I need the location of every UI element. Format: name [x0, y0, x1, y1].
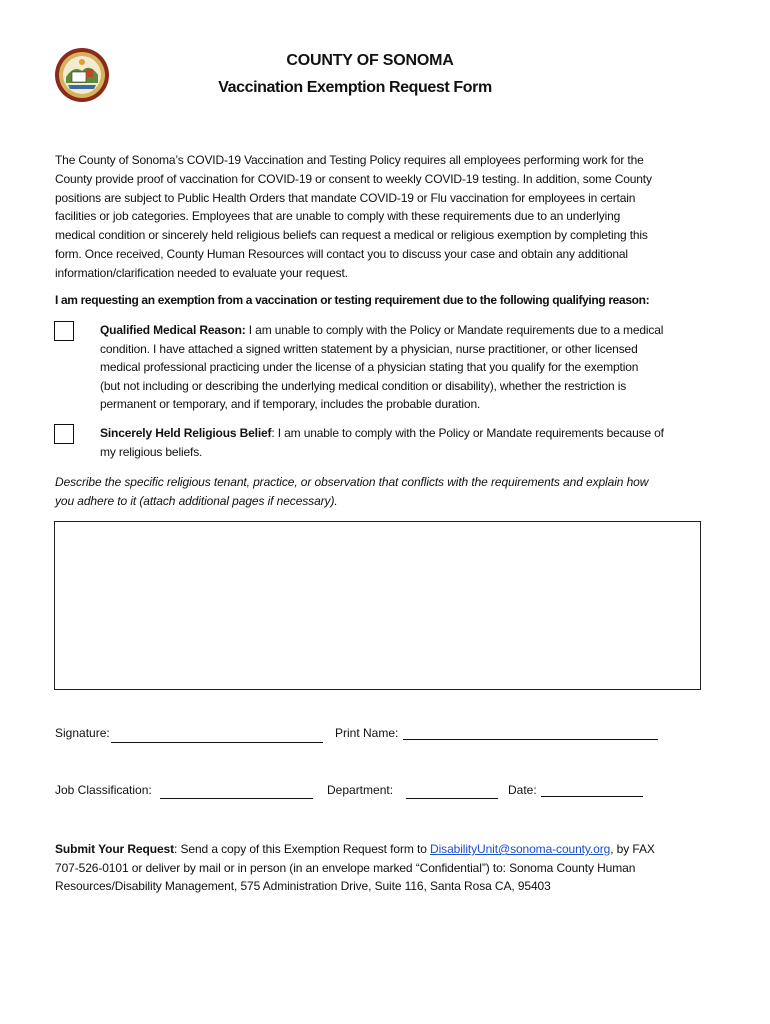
- religious-belief-checkbox[interactable]: [54, 424, 74, 444]
- medical-reason-label: Qualified Medical Reason:: [100, 323, 246, 337]
- describe-line: Describe the specific religious tenant, practice, or observation that conflicts with the requirements and explain how: [55, 475, 649, 489]
- intro-line: information/clarification needed to evaluate your request.: [55, 265, 348, 280]
- intro-line: The County of Sonoma’s COVID-19 Vaccination and Testing Policy requires all employees performing work for the: [55, 153, 644, 167]
- intro-paragraph: [55, 151, 715, 283]
- job-classification-field[interactable]: [160, 798, 313, 799]
- medical-reason-line: permanent or temporary, and if temporary, includes the probable duration.: [100, 397, 481, 412]
- medical-reason-text: [100, 321, 663, 414]
- religious-belief-line: my religious beliefs.: [100, 444, 203, 459]
- signature-field[interactable]: [111, 742, 323, 743]
- signature-label: Signature:: [55, 726, 110, 740]
- medical-reason-line: medical professional practicing under the license of a physician stating that you qualify for the exemption: [100, 360, 639, 375]
- print-name-field[interactable]: [403, 739, 658, 740]
- intro-line: medical condition or sincerely held religious beliefs can request a medical or religious exemption by completing this: [55, 228, 648, 243]
- describe-line: you adhere to it (attach additional pages if necessary).: [55, 494, 338, 508]
- date-label: Date:: [508, 783, 537, 797]
- page-title: COUNTY OF SONOMA: [286, 52, 454, 69]
- department-field[interactable]: [406, 798, 498, 799]
- submit-text: , by FAX: [610, 842, 655, 856]
- medical-reason-line: (but not including or describing the underlying medical condition or disability), whether the restriction is: [100, 378, 627, 393]
- religious-description-textarea[interactable]: [54, 521, 701, 690]
- submit-text: : Send a copy of this Exemption Request form to: [174, 842, 431, 856]
- submit-label: Submit Your Request: [55, 842, 175, 856]
- submit-line: Resources/Disability Management, 575 Administration Drive, Suite 116, Santa Rosa CA, 95403: [55, 879, 551, 894]
- request-heading: I am requesting an exemption from a vaccination or testing requirement due to the following qualifying reason:: [55, 293, 650, 307]
- religious-belief-label: Sincerely Held Religious Belief: [100, 426, 272, 440]
- intro-line: form. Once received, County Human Resources will contact you to discuss your case and obtain any additional: [55, 246, 628, 261]
- medical-reason-checkbox[interactable]: [54, 321, 74, 341]
- email-link[interactable]: DisabilityUnit@sonoma-county.org: [430, 842, 611, 856]
- medical-reason-line: I am unable to comply with the Policy or Mandate requirements due to a medical: [245, 323, 664, 337]
- religious-belief-line: : I am unable to comply with the Policy or Mandate requirements because of: [271, 426, 664, 440]
- department-label: Department:: [327, 783, 394, 797]
- intro-line: positions are subject to Public Health Orders that mandate COVID-19 or Flu vaccination for employees in certain: [55, 190, 636, 205]
- intro-line: facilities or job categories. Employees that are unable to comply with these requirements due to an underlying: [55, 209, 621, 224]
- medical-reason-line: condition. I have attached a signed written statement by a physician, nurse practitioner, or other licensed: [100, 341, 638, 356]
- job-classification-label: Job Classification:: [55, 783, 152, 797]
- religious-belief-text: [100, 424, 664, 461]
- date-field[interactable]: [541, 796, 643, 797]
- describe-instructions: [55, 473, 648, 511]
- submit-instructions: [55, 840, 655, 896]
- submit-line: 707-526-0101 or deliver by mail or in person (in an envelope marked “Confidential”) to: Sonoma County Human: [55, 860, 636, 875]
- print-name-label: Print Name:: [335, 726, 399, 740]
- form-title: Vaccination Exemption Request Form: [218, 79, 492, 96]
- intro-line: County provide proof of vaccination for COVID-19 or consent to weekly COVID-19 testing. In addition, some County: [55, 171, 652, 186]
